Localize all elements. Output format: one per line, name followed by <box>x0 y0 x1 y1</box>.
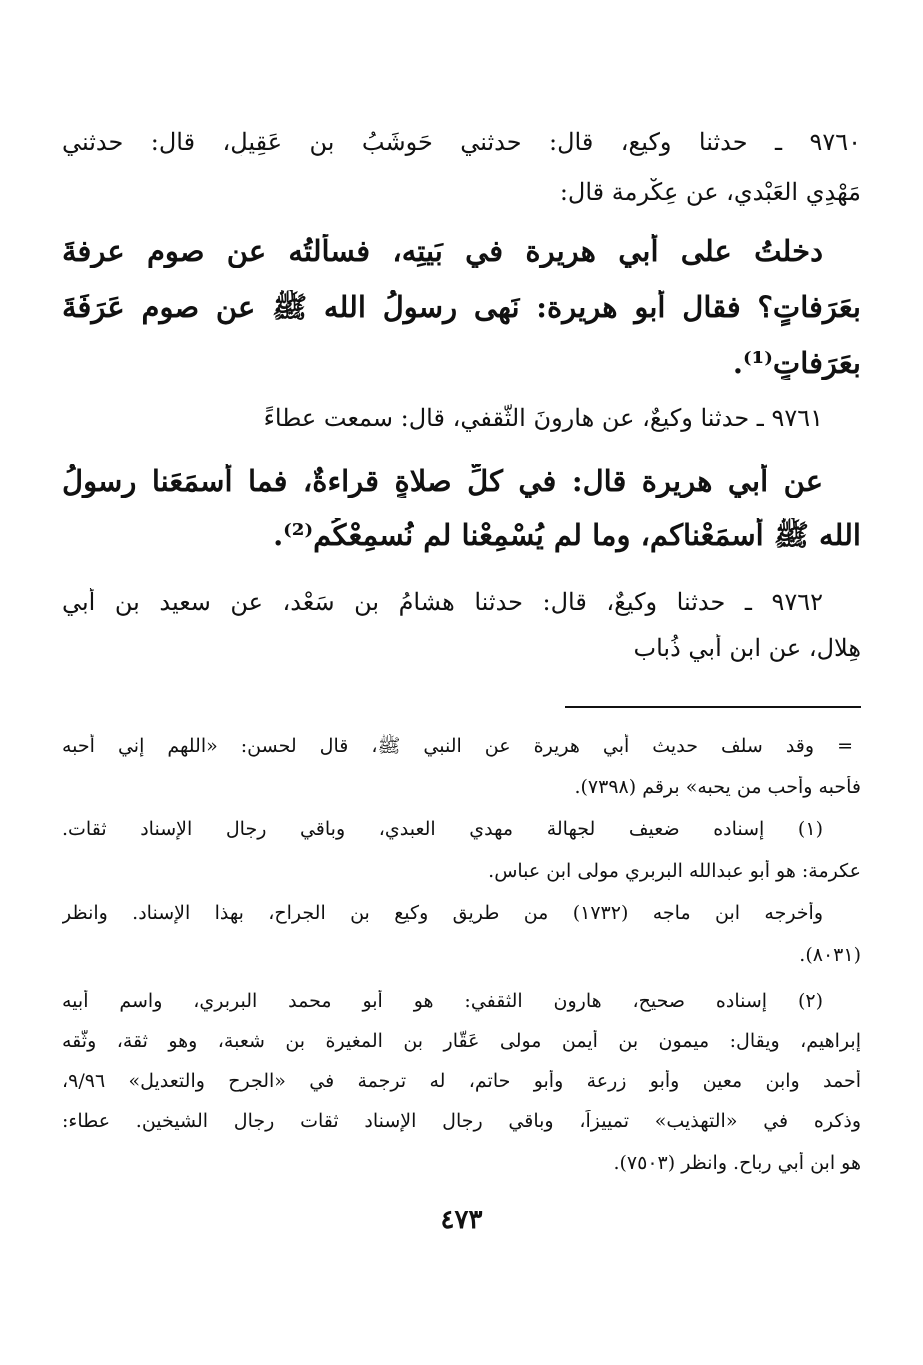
footnote-1-line4: (٨٠٣١). <box>799 944 861 966</box>
footnote-2-line2: إبراهيم، ويقال: ميمون بن أيمن مولى عَقّار بن المغيرة بن شعبة، وهو ثقة، وثَّقه <box>62 1030 861 1052</box>
hadith-9760-text-line3: بعَرَفاتٍ⁽¹⁾. <box>732 346 861 380</box>
hadith-9761-text-line1: عن أبي هريرة قال: في كلِّ صلاةٍ قراءةٌ، فما أسمَعَنا رسولُ <box>62 464 823 498</box>
footnote-1-line3: وأخرجه ابن ماجه (١٧٣٢) من طريق وكيع بن الجراح، بهذا الإسناد. وانظر <box>62 902 823 924</box>
hadith-9760-isnad-line2: مَهْدِي العَبْدي، عن عِكْرِمة قال: <box>559 178 861 206</box>
footnote-1-line1: (١) إسناده ضعيف لجهالة مهدي العبدي، وباقي رجال الإسناد ثقات. <box>62 818 823 840</box>
page-number: ٤٧٣ <box>440 1205 483 1235</box>
hadith-9760-text-line1: دخلتُ على أبي هريرة في بَيتِه، فسألتُه عن صوم عرفةَ <box>62 234 823 268</box>
footnote-2-line5: هو ابن أبي رباح. وانظر (٧٥٠٣). <box>613 1152 861 1174</box>
hadith-9760-isnad-line1: ٩٧٦٠ ـ حدثنا وكيع، قال: حدثني حَوشَبُ بن عَقِيلٍ، قال: حدثني <box>62 128 861 156</box>
hadith-9762-isnad-line2: هِلال، عن ابن أبي ذُباب <box>633 634 861 662</box>
footnote-2-line3: أحمد وابن معين وأبو زرعة وأبو حاتم، له ترجمة في «الجرح والتعديل» ٩/٩٦، <box>62 1070 861 1092</box>
footnote-1-line2: عكرمة: هو أبو عبدالله البربري مولى ابن عباس. <box>488 860 861 882</box>
footnote-continuation-line2: فأحبه وأحب من يحبه» برقم (٧٣٩٨). <box>574 776 861 798</box>
hadith-9760-text-line2: بعَرَفاتٍ؟ فقال أبو هريرة: نَهى رسولُ الله ﷺ عن صوم عَرَفَةَ <box>62 290 861 324</box>
hadith-9761-text-line2: الله ﷺ أسمَعْناكم، وما لم يُسْمِعْنا لم نُسمِعْكُم⁽²⁾. <box>273 518 861 552</box>
hadith-9762-isnad-line1: ٩٧٦٢ ـ حدثنا وكيعٌ، قال: حدثنا هشامُ بن سَعْد، عن سعيد بن أبي <box>62 588 823 616</box>
footnote-separator <box>565 706 861 708</box>
hadith-9761-isnad-line1: ٩٧٦١ ـ حدثنا وكيعٌ، عن هارونَ الثَّقفي، قال: سمعت عطاءً <box>263 404 823 432</box>
footnote-2-line1: (٢) إسناده صحيح، هارون الثقفي: هو أبو محمد البربري، واسم أبيه <box>62 990 823 1012</box>
footnote-2-line4: وذكره في «التهذيب» تمييزاً، وباقي رجال الإسناد ثقات رجال الشيخين. عطاء: <box>62 1110 861 1132</box>
footnote-continuation-line1: = وقد سلف حديث أبي هريرة عن النبي ﷺ، قال لحسن: «اللهم إني أُحبه <box>62 735 853 757</box>
